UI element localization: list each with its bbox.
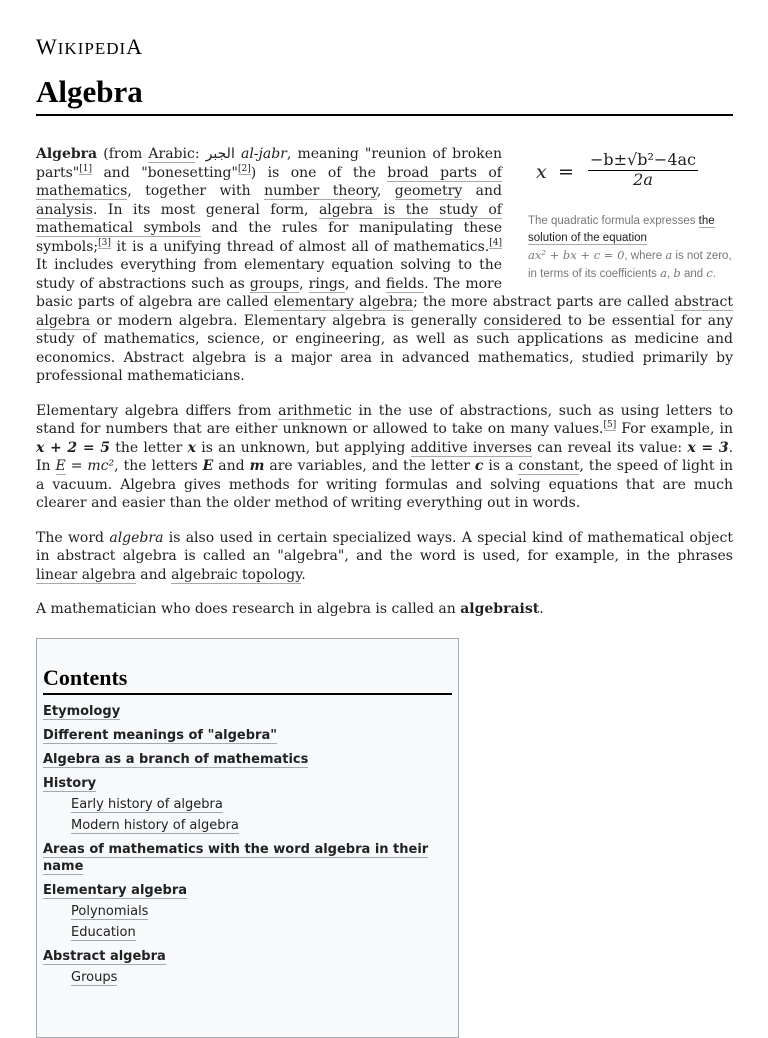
link-constant[interactable]: constant <box>518 458 580 474</box>
reference-link[interactable]: [2] <box>237 163 251 174</box>
caption-text: . <box>712 268 716 280</box>
link-broad-parts[interactable]: broad parts of mathematics <box>36 164 502 199</box>
caption-var: a <box>660 266 667 280</box>
link-arabic[interactable]: Arabic <box>148 146 195 162</box>
formula-equals: = <box>558 161 574 183</box>
term-bold: Algebra <box>36 146 98 162</box>
reference-link[interactable]: [3] <box>98 237 111 248</box>
reference-link[interactable]: [4] <box>489 237 502 248</box>
intro-paragraph: Algebra (from Arabic: الجبر al-jabr, meaning "reunion of broken parts"[1] and "bonesetting"[2]) is one of the broad parts of mathematics, together with number theory, geometry and analysis. In its most general form, algebra is the study of mathematical symbols and the rules for manipulating these symbols;[3] it is a unifying thread of almost all of mathematics.[4] It includes everything from elementary equation solving to the study of abstractions such as groups, rings, and fields. The more basic parts of algebra are called elementary algebra; the more abstract parts are called abstract algebra or modern algebra. Elementary algebra is generally considered to be essential for any study of mathematics, science, or engineering, as well as such applications as medicine and economics. Abstract algebra is a major area in advanced mathematics, studied primarily by professional mathematicians. <box>36 146 733 384</box>
infobox <box>528 151 733 283</box>
reference-link[interactable]: [5] <box>603 420 617 431</box>
formula-denominator: 2a <box>633 169 653 189</box>
link-number-theory[interactable]: number theory <box>264 183 377 199</box>
math-var: E <box>202 458 214 474</box>
article-body <box>36 145 733 635</box>
link-mass-energy[interactable]: E <box>55 458 66 474</box>
formula-lhs: x <box>536 161 547 183</box>
toc-item-label: Areas of mathematics with the word algebra in their name <box>43 842 429 874</box>
caption-var: b <box>673 266 681 280</box>
title-divider <box>36 114 733 116</box>
toc-item-label: Early history of algebra <box>71 797 223 812</box>
math-expression: x = 3 <box>687 439 729 456</box>
toc-item[interactable] <box>43 948 452 965</box>
link-abstract-algebra[interactable]: abstract algebra <box>36 294 733 329</box>
toc-item-label: Different meanings of "algebra" <box>43 728 277 743</box>
link-linear-algebra[interactable]: linear algebra <box>36 566 136 583</box>
toc-item-label: Algebra as a branch of mathematics <box>43 752 309 767</box>
toc-item-label: Polynomials <box>71 904 149 919</box>
toc-item[interactable] <box>43 751 452 768</box>
caption-text: and <box>683 268 704 280</box>
math-expression: x + 2 = 5 <box>36 439 110 456</box>
reference-link[interactable]: [1] <box>79 163 93 174</box>
quadratic-formula <box>536 151 733 207</box>
link-algebraic-topology[interactable]: algebraic topology <box>171 566 302 583</box>
toc-item-label: Etymology <box>43 704 121 719</box>
wikipedia-wordmark[interactable] <box>36 34 143 60</box>
table-of-contents <box>36 638 459 1038</box>
link-groups[interactable]: groups <box>249 275 300 292</box>
link-mathematical-symbols[interactable]: mathematical symbols <box>36 220 201 236</box>
transliteration: al-jabr <box>240 146 287 162</box>
toc-item[interactable] <box>43 903 452 920</box>
link-rings[interactable]: rings <box>308 275 345 292</box>
paragraph-algebraist: A mathematician who does research in algebra is called an algebraist. <box>36 601 544 617</box>
toc-item[interactable] <box>43 703 452 720</box>
formula-numerator: −b±√b²−4ac <box>590 150 696 169</box>
formula-caption <box>528 213 733 283</box>
toc-title: Contents <box>43 665 452 695</box>
caption-equation: ax² + bx + c = 0 <box>528 248 625 262</box>
caption-var: c <box>706 266 713 280</box>
link-additive-inverses[interactable]: additive inverses <box>410 439 532 456</box>
toc-item-label: Abstract algebra <box>43 949 166 964</box>
formula-fraction <box>588 151 698 189</box>
math-var: x <box>187 439 196 456</box>
caption-text: , <box>666 268 671 280</box>
toc-item[interactable] <box>43 969 452 986</box>
link-elementary-algebra[interactable]: elementary algebra <box>273 294 414 310</box>
toc-item[interactable] <box>43 817 452 834</box>
math-var: m <box>249 458 265 474</box>
toc-list <box>43 703 452 986</box>
wordmark-a: A <box>126 34 144 59</box>
wordmark-rest: IKIPEDI <box>57 39 127 58</box>
caption-var: a <box>665 248 673 262</box>
term-bold: algebraist <box>460 601 540 617</box>
toc-item-label: Elementary algebra <box>43 883 188 898</box>
toc-item-label: Modern history of algebra <box>71 818 239 833</box>
toc-item[interactable] <box>43 796 452 813</box>
italic-term: algebra <box>109 529 164 546</box>
link-arithmetic[interactable]: arithmetic <box>278 402 352 419</box>
paragraph-elementary: Elementary algebra differs from arithmetic in the use of abstractions, such as using letters to stand for numbers that are either unknown or allowed to take on many values.[5] For example, in x + 2 = 5 the letter x is an unknown, but applying additive inverses can reveal its value: x = 3. In E = mc², the letters E and m are variables, and the letter c is a constant, the speed of light in a vacuum. Algebra gives methods for writing formulas and solving equations that are much clearer and easier than the older method of writing everything out in words. <box>36 402 734 511</box>
link-algebra-study[interactable]: algebra is the study of <box>318 201 502 218</box>
caption-text: , where <box>624 250 663 262</box>
caption-link[interactable]: the solution of the equation <box>528 215 715 244</box>
arabic-term: الجبر <box>205 146 235 162</box>
caption-text: is not zero, in terms of its coefficients <box>528 250 732 280</box>
link-geometry[interactable]: geometry <box>394 183 463 199</box>
toc-item-label: Groups <box>71 970 118 985</box>
paragraph-word: The word algebra is also used in certain specialized ways. A special kind of mathematical object in abstract algebra is called an "algebra", and the word is used, for example, in the phrases linear algebra and algebraic topology. <box>36 529 734 583</box>
toc-item[interactable] <box>43 924 452 941</box>
wordmark-w: W <box>36 34 58 59</box>
toc-item[interactable] <box>43 727 452 744</box>
page-title: Algebra <box>36 74 143 109</box>
math-var: c <box>474 458 484 474</box>
math-expression: = mc² <box>65 458 115 474</box>
caption-text: The quadratic formula expresses <box>528 215 696 227</box>
toc-item-label: Education <box>71 925 136 940</box>
link-analysis[interactable]: analysis <box>36 201 93 218</box>
toc-item[interactable] <box>43 775 452 792</box>
toc-item[interactable] <box>43 882 452 899</box>
link-considered[interactable]: considered <box>483 312 562 329</box>
link-fields[interactable]: fields <box>385 275 425 292</box>
toc-item[interactable] <box>43 841 452 875</box>
toc-item-label: History <box>43 776 97 791</box>
